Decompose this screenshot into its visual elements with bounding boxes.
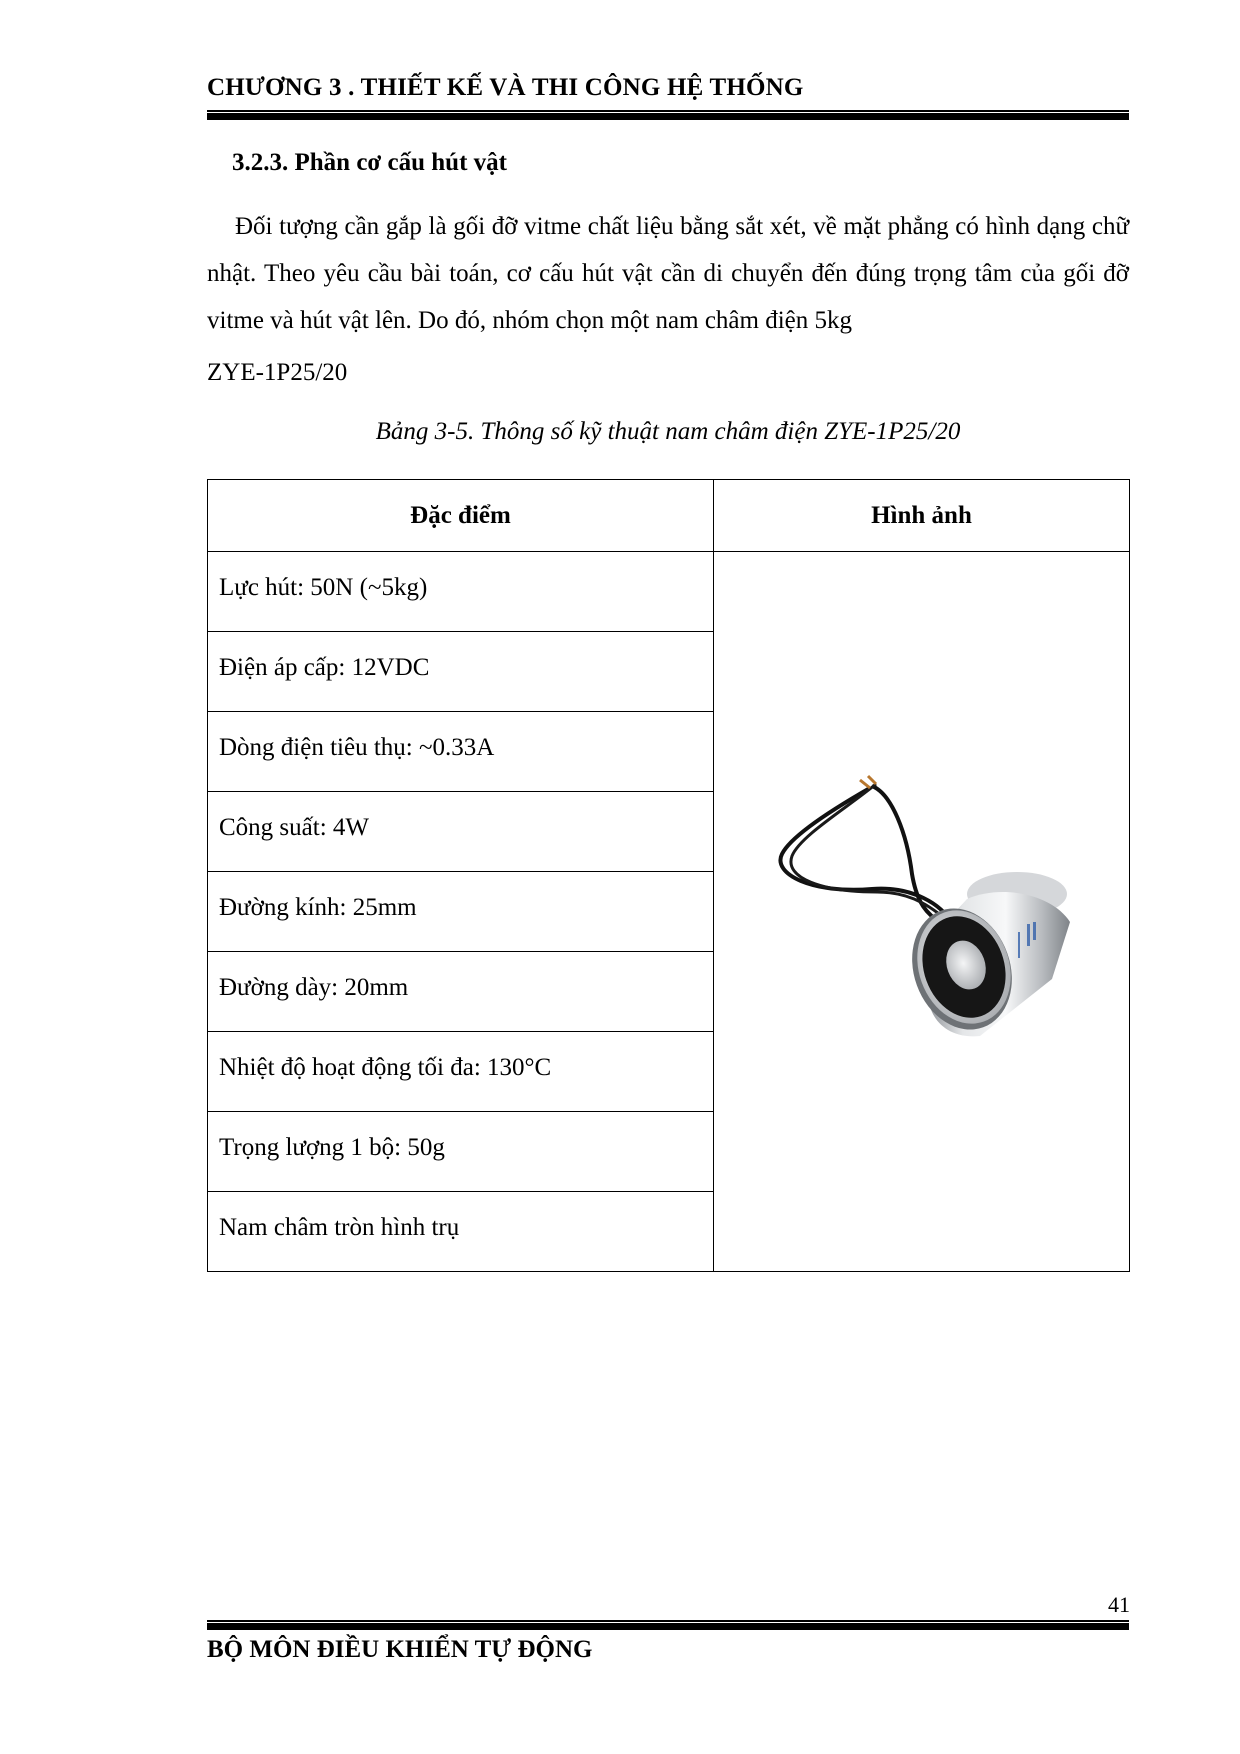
feature-cell: Điện áp cấp: 12VDC xyxy=(208,632,714,712)
footer-rule-thick xyxy=(207,1623,1129,1630)
image-cell xyxy=(714,552,1130,1272)
header-image: Hình ảnh xyxy=(714,480,1130,552)
header-rule-thin xyxy=(207,110,1129,112)
feature-cell: Nhiệt độ hoạt động tối đa: 130°C xyxy=(208,1032,714,1112)
header-features: Đặc điểm xyxy=(208,480,714,552)
chapter-title: CHƯƠNG 3 . THIẾT KẾ VÀ THI CÔNG HỆ THỐNG xyxy=(207,74,804,101)
feature-cell: Đường dày: 20mm xyxy=(208,952,714,1032)
feature-cell: Công suất: 4W xyxy=(208,792,714,872)
table-header-row xyxy=(208,480,1130,552)
footer-department: BỘ MÔN ĐIỀU KHIỂN TỰ ĐỘNG xyxy=(207,1636,593,1663)
electromagnet-image xyxy=(752,774,1092,1044)
feature-cell: Trọng lượng 1 bộ: 50g xyxy=(208,1112,714,1192)
section-heading: 3.2.3. Phần cơ cấu hút vật xyxy=(232,149,507,176)
feature-cell: Đường kính: 25mm xyxy=(208,872,714,952)
table-caption: Bảng 3-5. Thông số kỹ thuật nam châm điện ZYE-1P25/20 xyxy=(375,418,961,445)
table-row xyxy=(208,552,1130,632)
body-paragraph: Đối tượng cần gắp là gối đỡ vitme chất liệu bằng sắt xét, về mặt phẳng có hình dạng chữ nhật. Theo yêu cầu bài toán, cơ cấu hút vật cần di chuyển đến đúng trọng tâm của gối đỡ vitme và hút vật lên. Do đó, nhóm chọn một nam châm điện 5kg xyxy=(207,213,1129,334)
feature-cell: Dòng điện tiêu thụ: ~0.33A xyxy=(208,712,714,792)
page-number: 41 xyxy=(1108,1592,1130,1617)
feature-cell: Lực hút: 50N (~5kg) xyxy=(208,552,714,632)
feature-cell: Nam châm tròn hình trụ xyxy=(208,1192,714,1272)
header-rule-thick xyxy=(207,113,1129,120)
footer-rule-thin xyxy=(207,1620,1129,1622)
spec-table xyxy=(207,479,1130,1272)
body-paragraph-end: ZYE-1P25/20 xyxy=(207,359,348,386)
